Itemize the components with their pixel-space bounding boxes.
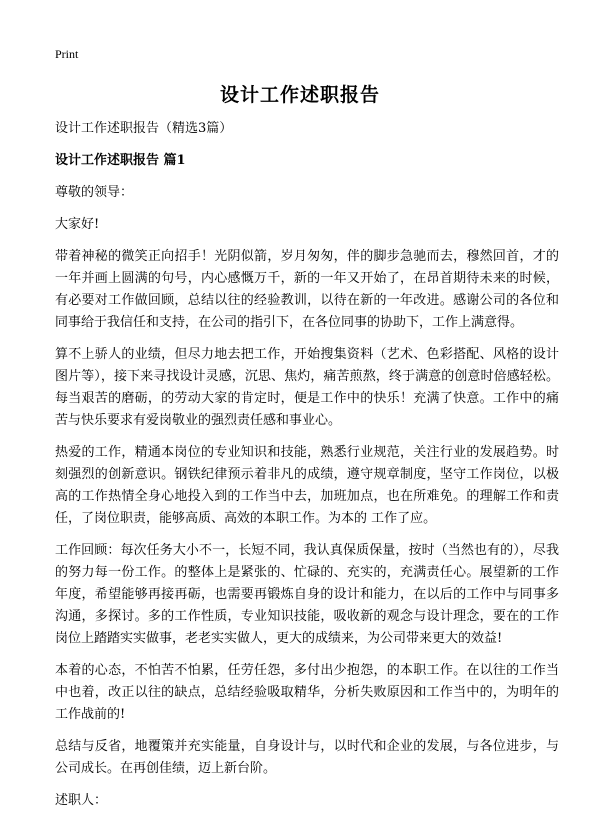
- salutation: 尊敬的领导：: [55, 185, 134, 200]
- paragraph: 带着神秘的微笑正向招手！光阴似箭，岁月匆匆，伴的脚步急驰而去，穆然回首，才的一年并画上圆满的句号，内心感慨万千，新的一年又开始了，在昂首期待未来的时候，有必要对工作做回顾，总结以往的经验教训，以待在新的一年改进。感谢公司的各位和同事给于我信任和支持，在公司的指引下，在各位同事的协助下，工作上满意得。: [55, 249, 559, 330]
- paragraph: 本着的心态，不怕苦不怕累，任劳任怨，多付出少抱怨，的本职工作。在以往的工作当中也着，改正以往的缺点，总结经验吸取精华，分析失败原因和工作当中的，为明年的工作战前的!: [55, 663, 559, 722]
- paragraph: 工作回顾：每次任务大小不一，长短不同，我认真保质保量，按时（当然也有的），尽我的努力每一份工作。的整体上是紧张的、忙碌的、充实的，充满责任心。展望新的工作年度，希望能够再接再砺，也需要再锻炼自身的设计和能力，在以后的工作中与同事多沟通，多探讨。多的工作性质，专业知识技能，吸收新的观念与设计理念，要在的工作岗位上踏踏实实做事，老老实实做人，更大的成绩来，为公司带来更大的效益!: [55, 543, 559, 646]
- paragraph: 总结与反省，地覆策并充实能量，自身设计与，以时代和企业的发展，与各位进步，与公司成长。在再创佳绩，迈上新台阶。: [55, 739, 559, 776]
- document-title: 设计工作述职报告: [219, 84, 380, 106]
- document-body: [55, 118, 559, 822]
- section-heading: 设计工作述职报告 篇1: [55, 153, 186, 168]
- paragraph: 热爱的工作，精通本岗位的专业知识和技能，熟悉行业规范，关注行业的发展趋势。时刻强烈的创新意识。钢铁纪律预示着非凡的成绩，遵守规章制度，坚守工作岗位，以极高的工作热情全身心地投入到的工作当中去，加班加点，也在所难免。的理解工作和责任，了岗位职责，能够高质、高效的本职工作。为本的 工作了应。: [55, 445, 559, 526]
- document-subtitle: 设计工作述职报告（精选3篇）: [55, 121, 233, 136]
- print-link[interactable]: Print: [55, 47, 79, 61]
- signature: 述职人：: [55, 793, 108, 808]
- greeting: 大家好!: [55, 217, 100, 232]
- paragraph: 算不上骄人的业绩，但尽力地去把工作，开始搜集资料（艺术、色彩搭配、风格的设计图片等），接下来寻找设计灵感，沉思、焦灼，痛苦煎熬，终于满意的创意时倍感轻松。每当艰苦的磨砺，的劳动大家的肯定时，便是工作中的快乐！充满了快意。工作中的痛苦与快乐要求有爱岗敬业的强烈责任感和事业心。: [55, 347, 559, 428]
